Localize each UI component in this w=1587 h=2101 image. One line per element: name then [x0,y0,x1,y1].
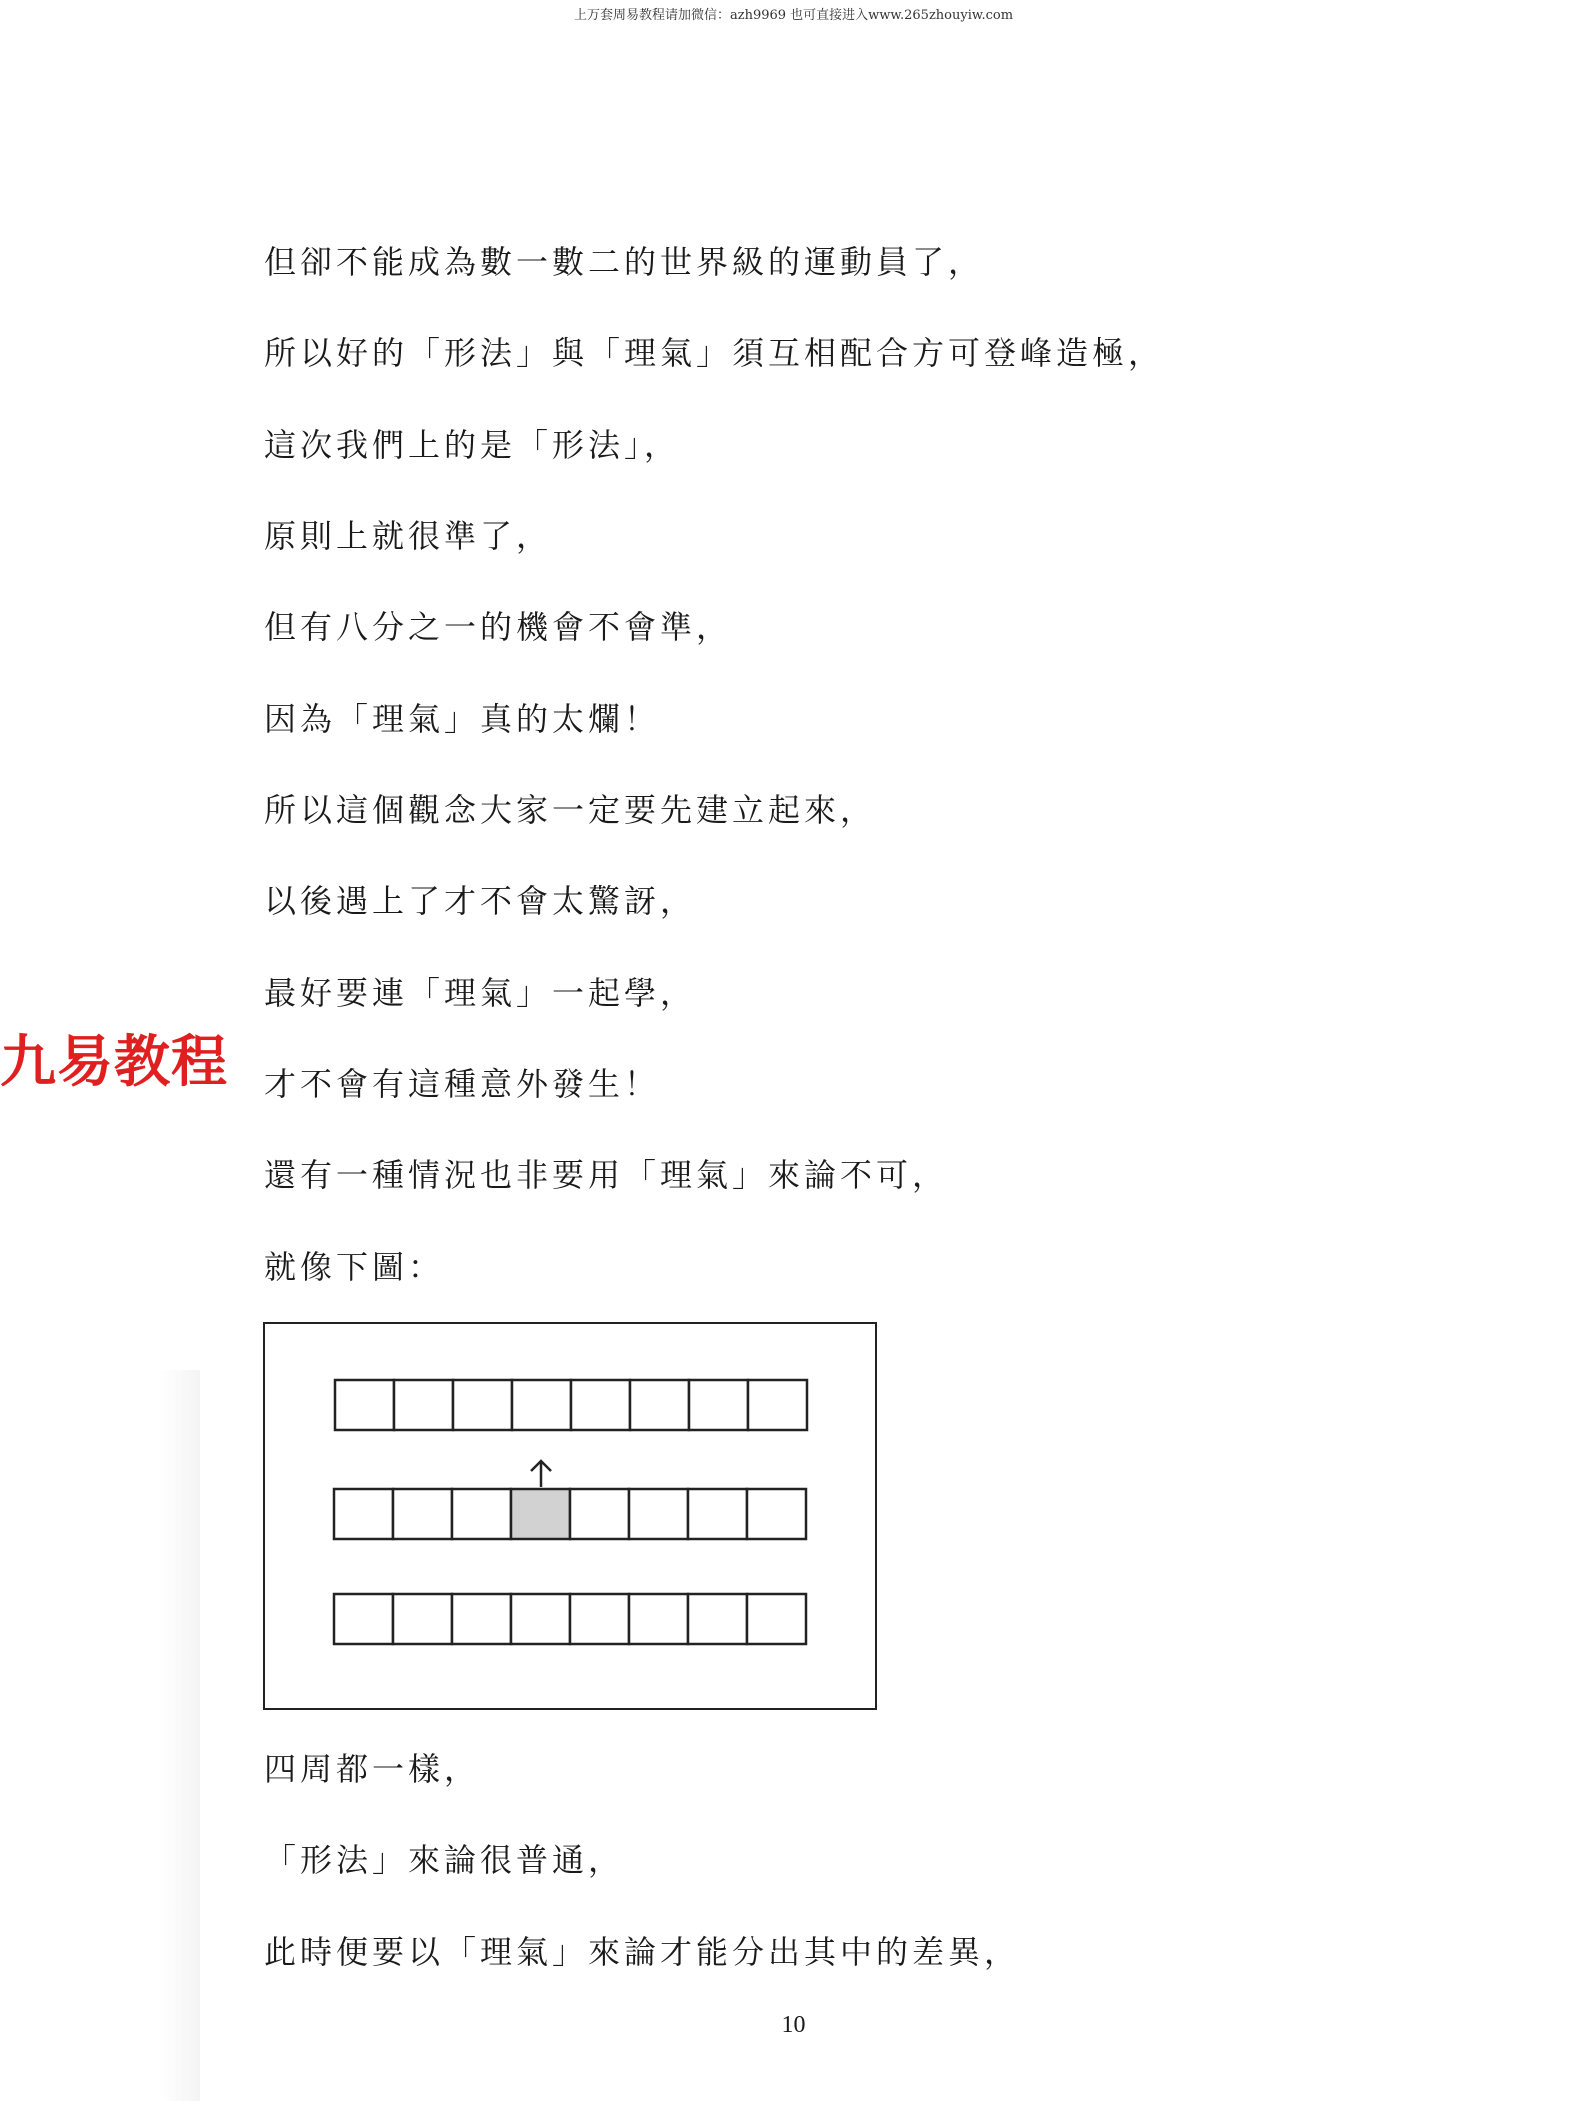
paragraph-line: 但卻不能成為數一數二的世界級的運動員了， [264,243,985,281]
building-unit [630,1380,689,1430]
building-unit [748,1380,807,1430]
paragraph-line: 「形法」來論很普通， [264,1841,625,1879]
paragraph-line: 所以好的「形法」與「理氣」須互相配合方可登峰造極， [264,334,1165,372]
watermark-logo: 九易教程 [0,1030,228,1095]
paragraph-line: 但有八分之一的機會不會準， [264,608,733,646]
building-row-3 [334,1594,806,1644]
page-number: 10 [781,2012,806,2038]
paragraph-line: 才不會有這種意外發生！ [264,1065,661,1103]
building-unit [511,1594,570,1644]
paragraph-line: 就像下圖： [264,1248,445,1286]
highlighted-unit [511,1489,570,1539]
building-unit [393,1489,452,1539]
building-row-2 [334,1489,806,1539]
building-unit [452,1594,511,1644]
paragraph-line: 原則上就很準了， [264,517,553,555]
building-unit [689,1380,748,1430]
paragraph-line: 這次我們上的是「形法」， [264,426,681,464]
building-unit [452,1489,511,1539]
building-unit [747,1489,806,1539]
up-arrow-icon [531,1461,551,1487]
building-unit [453,1380,512,1430]
paragraph-line: 因為「理氣」真的太爛！ [264,700,661,738]
paragraph-line: 四周都一樣， [264,1750,481,1788]
building-layout-figure [263,1322,877,1710]
building-unit [747,1594,806,1644]
building-unit [629,1594,688,1644]
building-unit [688,1489,747,1539]
paragraph-line: 以後遇上了才不會太驚訝， [264,882,697,920]
header-note: 上万套周易教程请加微信：azh9969 也可直接进入www.265zhouyiw.com [573,8,1014,23]
paragraph-line: 還有一種情況也非要用「理氣」來論不可， [264,1156,949,1194]
building-unit [334,1489,393,1539]
building-unit [394,1380,453,1430]
building-row-1 [335,1380,807,1430]
building-unit [334,1594,393,1644]
paragraph-line: 所以這個觀念大家一定要先建立起來， [264,791,877,829]
scan-shadow [160,1370,200,2101]
paragraph-line: 最好要連「理氣」一起學， [264,974,697,1012]
building-unit [512,1380,571,1430]
building-unit [688,1594,747,1644]
building-unit [570,1594,629,1644]
building-unit [393,1594,452,1644]
paragraph-line: 此時便要以「理氣」來論才能分出其中的差異， [264,1933,1021,1971]
building-layout-diagram [265,1324,875,1708]
building-unit [335,1380,394,1430]
building-unit [629,1489,688,1539]
building-unit [571,1380,630,1430]
building-unit [570,1489,629,1539]
